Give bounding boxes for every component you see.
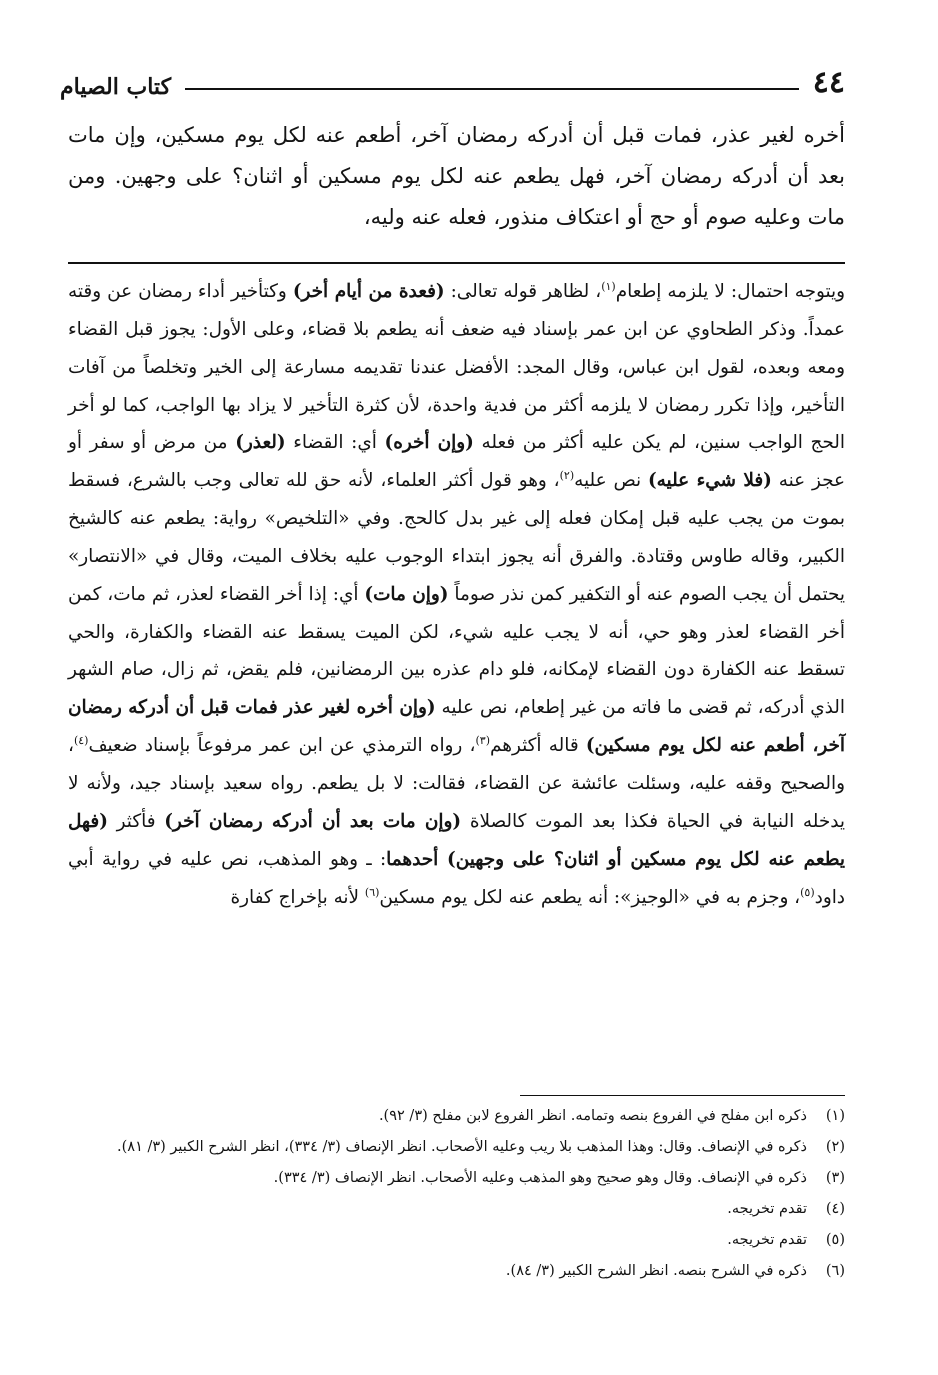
matn-quote: (وإن أخره) [384,432,474,454]
matn-quote: (وإن مات بعد أن أدركه رمضان آخر) [164,810,462,832]
footnotes [68,1101,845,1287]
footnote-text: ذكره في الشرح بنصه. انظر الشرح الكبير (٣/ ٨٤). [505,1263,807,1279]
header-rule [185,88,799,90]
matn-text [68,115,845,238]
footnote-number: (٦) [825,1263,845,1279]
footnote-text: تقدم تخريجه. [727,1232,807,1248]
footnote-item [68,1194,845,1225]
footnote-ref: (١) [601,279,616,293]
footnote-text: ذكره في الإنصاف. وقال وهو صحيح وهو المذهب وعليه الأصحاب. انظر الإنصاف (٣/ ٣٣٤). [273,1170,807,1186]
footnote-item [68,1163,845,1194]
footnote-ref: (٦) [364,885,380,899]
quoted-verse: (فعدة من أيام أخر) [292,281,445,302]
footnote-number: (٣) [825,1170,845,1186]
matn-quote: (وإن أخره لغير عذر فمات قبل أن أدركه رمضان آخر، أطعم عنه لكل يوم مسكين) [68,697,845,757]
matn-quote: (فلا شيء عليه) [647,470,772,492]
matn-separator [68,262,845,264]
footnote-number: (٢) [825,1139,845,1155]
footnote-ref: (٥) [800,885,815,899]
footnote-text: تقدم تخريجه. [727,1201,807,1217]
footnote-number: (٥) [825,1232,845,1248]
matn-quote: (لعذر) [235,432,286,454]
footnote-item [68,1225,845,1256]
sharh-text [68,273,845,916]
running-header [60,40,845,98]
footnote-ref: (٣) [475,734,491,747]
page-number: ٤٤ [812,65,845,100]
footnote-item [68,1101,845,1132]
book-title: كتاب الصيام [60,74,172,100]
footnote-ref: (٢) [559,469,575,483]
footnote-ref: (٤) [73,734,89,747]
matn-quote: (وإن مات) [364,583,449,605]
footnote-number: (١) [825,1108,845,1124]
footnote-number: (٤) [825,1201,845,1217]
footnote-rule [520,1095,845,1096]
matn-paragraph: أخره لغير عذر، فمات قبل أن أدركه رمضان آخر، أطعم عنه لكل يوم مسكين، وإن مات بعد أن أدركه رمضان آخر، فهل يطعم عنه لكل يوم مسكين أو اثنان؟ على وجهين. ومن مات وعليه صوم أو حج أو اعتكاف منذور، فعله عنه وليه، [68,123,845,229]
footnote-text: ذكره في الإنصاف. وقال: وهذا المذهب بلا ريب وعليه الأصحاب. انظر الإنصاف (٣/ ٣٣٤)، انظر الشرح الكبير (٣/ ٨١). [117,1139,807,1155]
matn-quote: (فهل يطعم عنه لكل يوم مسكين أو اثنان؟ على وجهين) أحدهما [68,810,845,870]
footnote-item [68,1256,845,1287]
footnote-item [68,1132,845,1163]
footnote-text: ذكره ابن مفلح في الفروع بنصه وتمامه. انظر الفروع لابن مفلح (٣/ ٩٢). [378,1108,807,1124]
sharh-paragraph: ويتوجه احتمال: لا يلزمه إطعام$^{(١)}$، لظاهر قوله تعالى: (فعدة من أيام أخر) وكتأخير أداء رمضان عن وقته عمداً. وذكر الطحاوي عن ابن عمر بإسناد فيه ضعف أنه يطعم بلا قضاء، وعلى الأول: يجوز قبل القضاء ومعه وبعده، لقول ابن عباس، وقال المجد: الأفضل عندنا تقديمه مسارعة إلى الخير وتخلصاً من آفات التأخير، وإذا تكرر رمضان لا يلزمه أكثر من فدية واحدة، لأن كثرة التأخير لا يزاد بها الواجب، كما لو أخر الحج الواجب سنين، لم يكن عليه أكثر من فعله (وإن أخره) أي: القضاء (لعذر) من مرض أو سفر أو عجز عنه (فلا شيء عليه) نص عليه$^{(٢)}$، وهو قول أكثر العلماء، لأنه حق لله تعالى وجب بالشرع، فسقط بموت من يجب عليه قبل إمكان فعله إلى غير بدل كالحج. وفي «التلخيص» رواية: يطعم عنه كالشيخ الكبير، وقاله طاوس وقتادة. والفرق أنه يجوز ابتداء الوجوب عليه بخلاف الميت، وقال في «الانتصار» يحتمل أن يجب الصوم عنه أو التكفير كمن نذر صوماً (وإن مات) أي: إذا أخر القضاء لعذر، ثم مات، كمن أخر القضاء لعذر وهو حي، أنه لا يجب عليه شيء، لكن الميت يسقط عنه القضاء والكفارة، والحي تسقط عنه الكفارة دون القضاء لإمكانه، فلو دام عذره بين الرمضانين، فلم يقض، ثم زال، صام الشهر الذي أدركه، ثم قضى ما فاته من غير إطعام، نص عليه (وإن أخره لغير عذر فمات قبل أن أدركه رمضان آخر، أطعم عنه لكل يوم مسكين) قاله أكثرهم$^{(٣)}$، رواه الترمذي عن ابن عمر مرفوعاً بإسناد ضعيف$^{(٤)}$، والصحيح وقفه عليه، وسئلت عائشة عن القضاء، فقالت: لا بل يطعم. رواه سعيد بإسناد جيد، ولأنه لا يدخله النيابة في الحياة فكذا بعد الموت كالصلاة (وإن مات بعد أن أدركه رمضان آخر) فأكثر (فهل يطعم عنه لكل يوم مسكين أو اثنان؟ على وجهين) أحدهما: ـ وهو المذهب، نص عليه في رواية أبي داود$^{(٥)}$، وجزم به في «الوجيز»: أنه يطعم عنه لكل يوم مسكين$^{(٦)}$ لأنه بإخراج كفارة [68,279,846,908]
